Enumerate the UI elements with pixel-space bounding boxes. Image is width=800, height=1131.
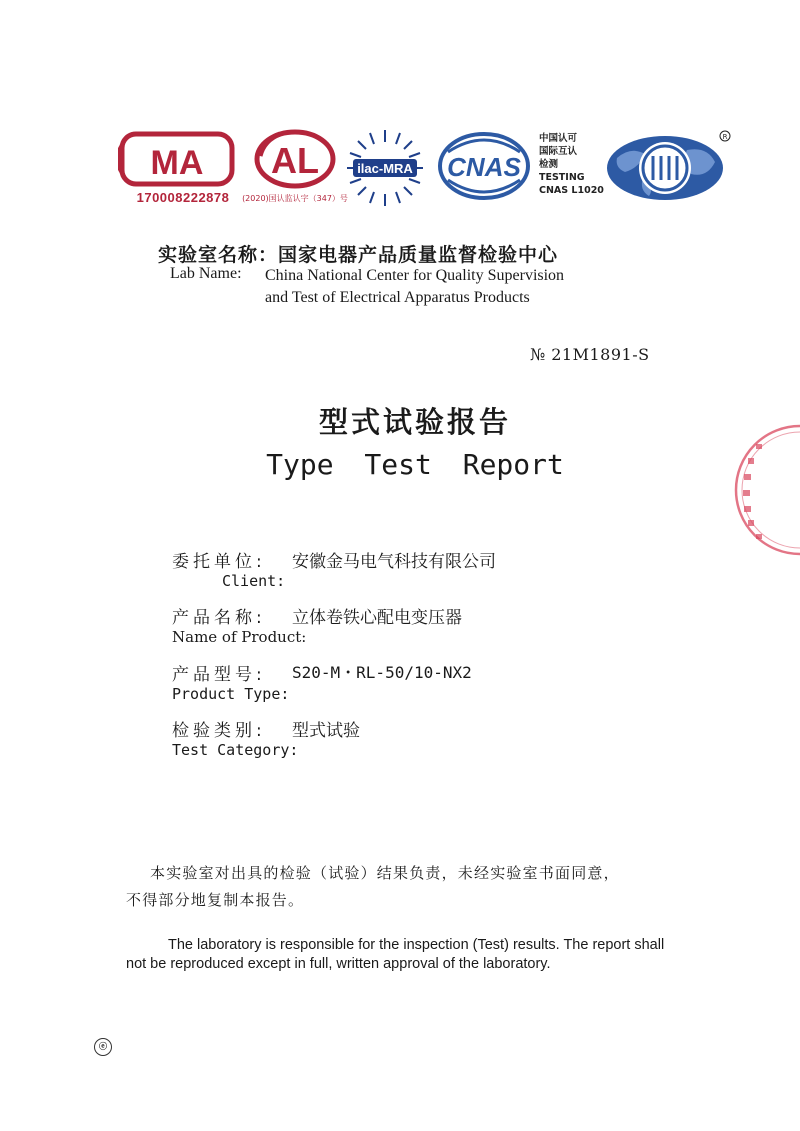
report-title-en: Type Test Report	[266, 448, 564, 481]
cqc-globe-logo-icon	[603, 128, 733, 204]
disclaimer-zh-line: 本实验室对出具的检验（试验）结果负责，未经实验室书面同意，	[150, 864, 620, 882]
cnas-accreditation-text	[539, 132, 609, 197]
cnas-line: 检测	[539, 159, 559, 170]
field-label-en-client: Client:	[222, 572, 286, 590]
cnas-line: CNAS L1020	[539, 185, 604, 196]
lab-name-en	[265, 265, 625, 309]
disclaimer-en-line: not be reproduced except in full, written approval of the laboratory.	[126, 956, 551, 972]
disclaimer-zh-line: 不得部分地复制本报告。	[126, 891, 305, 909]
cnas-line: 中国认可	[539, 133, 578, 144]
lab-name-en-label: Lab Name:	[170, 265, 242, 282]
field-value-product-name: 立体卷铁心配电变压器	[292, 608, 462, 628]
red-seal-stamp-icon	[726, 420, 800, 560]
lab-name-zh: 实验室名称：国家电器产品质量监督检验中心	[158, 244, 559, 266]
svg-text:R: R	[722, 133, 728, 141]
cal-logo-icon	[252, 128, 338, 190]
field-value-test-category: 型式试验	[292, 721, 360, 741]
field-label-zh-test-category: 检验类别:	[172, 721, 266, 741]
report-number: № 21M1891-S	[530, 345, 650, 364]
svg-text:MA: MA	[150, 144, 204, 182]
lab-name-en-line: and Test of Electrical Apparatus Products	[265, 289, 530, 306]
cal-number: (2020)国认监认字（347）号	[242, 194, 348, 203]
cma-number: 170008222878	[136, 190, 230, 205]
svg-text:ilac-MRA: ilac-MRA	[357, 161, 413, 176]
field-value-client: 安徽金马电气科技有限公司	[292, 552, 496, 572]
field-label-en-product-type: Product Type:	[172, 685, 290, 703]
field-label-en-product-name: Name of Product:	[172, 628, 307, 646]
cma-logo-icon	[118, 128, 236, 190]
svg-text:AL: AL	[271, 140, 319, 181]
lab-name-en-line: China National Center for Quality Supervision	[265, 267, 565, 284]
disclaimer-en-line: The laboratory is responsible for the inspection (Test) results. The report shall	[168, 937, 665, 953]
report-title-zh: 型式试验报告	[318, 405, 511, 439]
footer-mark-icon: ⓔ	[94, 1038, 112, 1056]
svg-text:CNAS: CNAS	[447, 152, 521, 182]
field-label-zh-client: 委托单位:	[172, 552, 266, 572]
field-label-en-test-category: Test Category:	[172, 741, 299, 759]
field-label-zh-product-name: 产品名称:	[172, 608, 266, 628]
ilac-mra-logo-icon	[343, 126, 427, 210]
disclaimer-en	[126, 936, 726, 974]
field-value-product-type: S20-M・RL-50/10-NX2	[292, 663, 472, 682]
cnas-line: 国际互认	[539, 146, 578, 157]
cnas-line: TESTING	[539, 172, 585, 183]
cnas-logo-icon	[436, 130, 532, 202]
field-label-zh-product-type: 产品型号:	[172, 665, 266, 685]
